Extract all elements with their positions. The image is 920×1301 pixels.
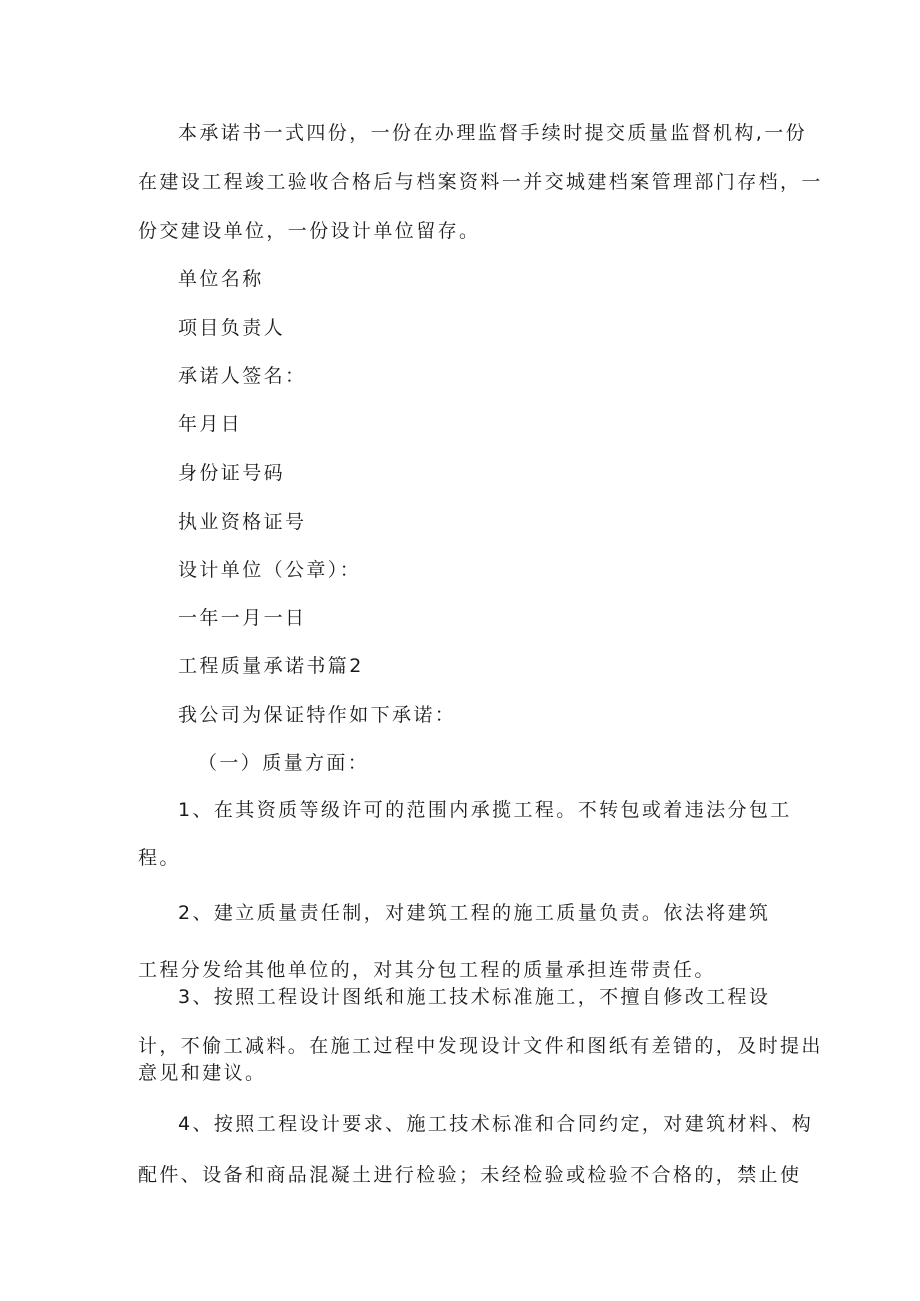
- list-item-line: 配件、设备和商品混凝土进行检验；未经检验或检验不合格的，禁止使: [138, 1164, 802, 1186]
- list-item-line: 2、建立质量责任制，对建筑工程的施工质量负责。依法将建筑: [178, 902, 771, 924]
- list-item-line: 4、按照工程设计要求、施工技术标准和合同约定，对建筑材料、构: [178, 1113, 814, 1135]
- list-item-line: 意见和建议。: [138, 1062, 267, 1084]
- field-date-dashes: 一年一月一日: [178, 607, 307, 629]
- section-subheading: （一）质量方面：: [198, 752, 370, 774]
- section-intro: 我公司为保证特作如下承诺：: [178, 704, 457, 726]
- field-unit-name: 单位名称: [178, 268, 264, 290]
- field-id-number: 身份证号码: [178, 462, 286, 484]
- paragraph-line: 本承诺书一式四份，一份在办理监督手续时提交质量监督机构,一份: [178, 122, 808, 144]
- list-item-line: 3、按照工程设计图纸和施工技术标准施工，不擅自修改工程设: [178, 986, 771, 1008]
- field-project-lead: 项目负责人: [178, 317, 286, 339]
- list-item-line: 工程分发给其他单位的，对其分包工程的质量承担连带责任。: [138, 959, 716, 981]
- list-item-line: 计，不偷工减料。在施工过程中发现设计文件和图纸有差错的，及时提出: [138, 1035, 823, 1057]
- section-heading: 工程质量承诺书篇2: [178, 655, 364, 677]
- field-design-unit-seal: 设计单位（公章）：: [178, 559, 362, 581]
- paragraph-line: 在建设工程竣工验收合格后与档案资料一并交城建档案管理部门存档，一: [138, 171, 823, 193]
- field-license-number: 执业资格证号: [178, 511, 307, 533]
- paragraph-line: 份交建设单位，一份设计单位留存。: [138, 220, 481, 242]
- field-date: 年月日: [178, 413, 243, 435]
- list-item-line: 1、在其资质等级许可的范围内承揽工程。不转包或着违法分包工: [178, 799, 792, 821]
- list-item-line: 程。: [138, 847, 181, 869]
- field-signature: 承诺人签名：: [178, 365, 307, 387]
